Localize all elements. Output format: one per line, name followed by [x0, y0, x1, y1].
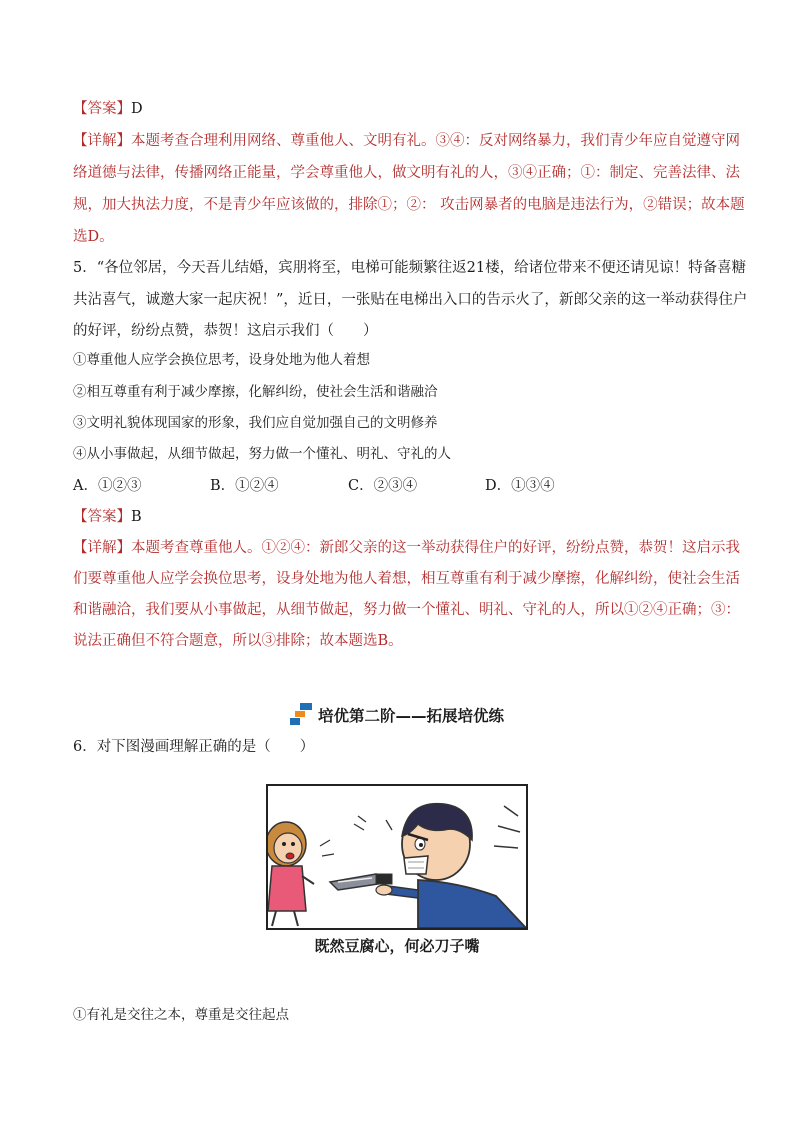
q4-detail-line-1: 【详解】本题考查合理利用网络、尊重他人、文明有礼。③④：反对网络暴力，我们青少年应自觉遵守网	[73, 133, 740, 149]
answer-value: B	[131, 509, 142, 525]
q5-stem-line-1: 5．“各位邻居，今天吾儿结婚，宾朋将至，电梯可能频繁往返21楼，给诸位带来不便还请见谅！特备喜糖	[73, 260, 747, 276]
q6-stem: 6．对下图漫画理解正确的是（ ）	[73, 739, 315, 755]
stacked-squares-icon	[290, 703, 312, 725]
q4-answer	[73, 99, 143, 119]
angry-man-figure	[376, 804, 526, 928]
q6-statement-1: ①有礼是交往之本，尊重是交往起点	[73, 1007, 289, 1023]
detail-tag: 【详解】	[73, 133, 131, 149]
answer-value: D	[131, 101, 143, 117]
q5-statement-2: ②相互尊重有利于减少摩擦，化解纠纷，使社会生活和谐融洽	[73, 384, 438, 400]
comic-image	[266, 784, 528, 930]
section-heading	[0, 703, 794, 726]
q5-answer	[73, 507, 142, 527]
q5-detail-line-3: 和谐融洽，我们要从小事做起，从细节做起，努力做一个懂礼、明礼、守礼的人，所以①②④正确；③：	[73, 602, 740, 618]
q5-option-a: A．①②③	[73, 478, 142, 494]
q4-detail-line-3: 规，加大执法力度，不是青少年应该做的，排除①；②： 攻击网暴者的电脑是违法行为，②错误；故本题	[73, 197, 745, 213]
comic-caption: 既然豆腐心，何必刀子嘴	[314, 937, 480, 955]
q5-option-c: C．②③④	[348, 478, 418, 494]
q5-statement-4: ④从小事做起，从细节做起，努力做一个懂礼、明礼、守礼的人	[73, 446, 451, 462]
q5-detail-line-2: 们要尊重他人应学会换位思考，设身处地为他人着想，相互尊重有利于减少摩擦，化解纠纷，使社会生活	[73, 571, 740, 587]
answer-tag: 【答案】	[73, 101, 131, 117]
detail-tag: 【详解】	[73, 540, 131, 556]
q5-statement-3: ③文明礼貌体现国家的形象，我们应自觉加强自己的文明修养	[73, 415, 438, 431]
q5-detail-line-4: 说法正确但不符合题意，所以③排除；故本题选B。	[73, 633, 403, 649]
answer-tag: 【答案】	[73, 509, 131, 525]
q5-stem-line-2: 共沾喜气，诚邀大家一起庆祝！”，近日，一张贴在电梯出入口的告示火了，新郎父亲的这一举动获得住户	[73, 292, 748, 308]
comic-illustration	[268, 786, 526, 928]
q5-detail-line-1: 【详解】本题考查尊重他人。①②④：新郎父亲的这一举动获得住户的好评，纷纷点赞，恭贺！这启示我	[73, 540, 740, 556]
q5-stem-line-3: 的好评，纷纷点赞，恭贺！这启示我们（ ）	[73, 323, 378, 339]
q5-option-b: B．①②④	[210, 478, 279, 494]
q5-option-d: D．①③④	[485, 478, 555, 494]
section-title-text: 培优第二阶——拓展培优练	[317, 707, 504, 725]
q4-detail-line-2: 络道德与法律，传播网络正能量，学会尊重他人，做文明有礼的人，③④正确；①：制定、完善法律、法	[73, 165, 740, 181]
q5-statement-1: ①尊重他人应学会换位思考，设身处地为他人着想	[73, 352, 370, 368]
frightened-girl-figure	[268, 822, 314, 926]
q4-detail-line-4: 选D。	[73, 229, 114, 245]
